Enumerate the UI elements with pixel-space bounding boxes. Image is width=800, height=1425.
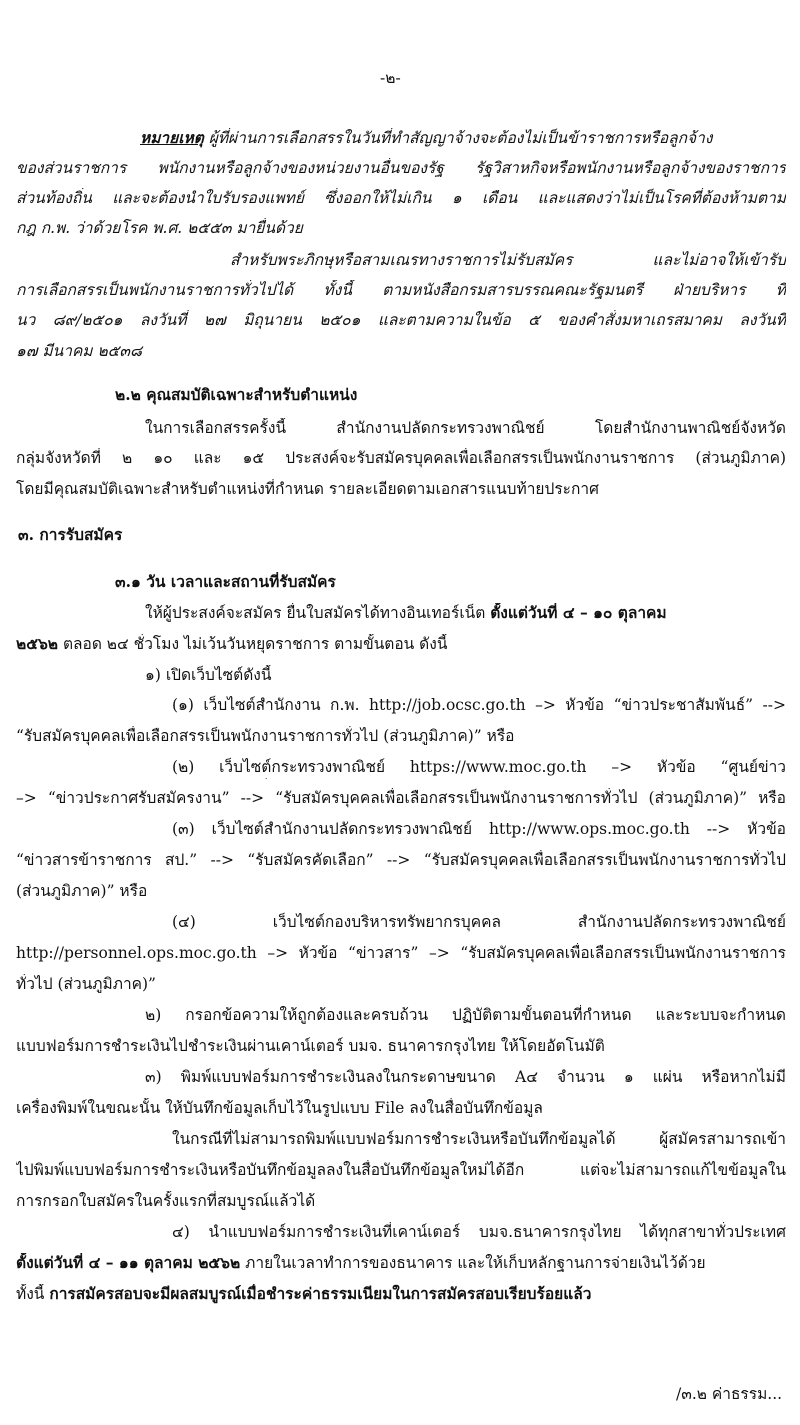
section-2-2-heading: ๒.๒ คุณสมบัติเฉพาะสำหรับตำแหน่ง	[115, 385, 358, 404]
website-3-line-1: (๓) เว็บไซต์สำนักงานปลัดกระทรวงพาณิชย์ http://www.ops.moc.go.th --> หัวข้อ	[172, 820, 786, 838]
step-3-line-3: ในกรณีที่ไม่สามารถพิมพ์แบบฟอร์มการชำระเงินหรือบันทึกข้อมูลได้ ผู้สมัครสามารถเข้า	[172, 1130, 786, 1148]
section-3-1-heading: ๓.๑ วัน เวลาและสถานที่รับสมัคร	[115, 572, 336, 591]
website-1-line-1: (๑) เว็บไซต์สำนักงาน ก.พ. http://job.ocsc.go.th –> หัวข้อ “ข่าวประชาสัมพันธ์” -->	[172, 696, 786, 714]
website-1-line-2: “รับสมัครบุคคลเพื่อเลือกสรรเป็นพนักงานราชการทั่วไป (ส่วนภูมิภาค)” หรือ	[16, 727, 515, 745]
section-2-2-line-2: กลุ่มจังหวัดที่ ๒ ๑๐ และ ๑๕ ประสงค์จะรับสมัครบุคคลเพื่อเลือกสรรเป็นพนักงานราชการ (ส่วนภูมิภาค)	[16, 449, 786, 467]
step-2-line-1: ๒) กรอกข้อความให้ถูกต้องและครบถ้วน ปฏิบัติตามขั้นตอนที่กำหนด และระบบจะกำหนด	[145, 1006, 786, 1024]
continuation-marker: /๓.๒ ค่าธรรม...	[676, 1385, 783, 1403]
note-line-4: กฎ ก.พ. ว่าด้วยโรค พ.ศ. ๒๕๕๓ มายื่นด้วย	[16, 219, 303, 237]
note-line-3: ส่วนท้องถิ่น และจะต้องนำใบรับรองแพทย์ ซึ่งออกให้ไม่เกิน ๑ เดือน และแสดงว่าไม่เป็นโรคที่ต้องห้ามตาม	[16, 189, 786, 207]
website-3-line-3: (ส่วนภูมิภาค)” หรือ	[16, 882, 148, 900]
website-4-line-2: http://personnel.ops.moc.go.th –> หัวข้อ “ข่าวสาร” –> “รับสมัครบุคคลเพื่อเลือกสรรเป็นพนักงานราชการ	[16, 944, 786, 962]
website-4-line-1: (๔) เว็บไซต์กองบริหารทรัพยากรบุคคล สำนักงานปลัดกระทรวงพาณิชย์	[172, 913, 786, 931]
note-line-5: สำหรับพระภิกษุหรือสามเณรทางราชการไม่รับสมัคร และไม่อาจให้เข้ารับ	[230, 251, 786, 269]
website-2-line-1: (๒) เว็บไซต์กระทรวงพาณิชย์ https://www.moc.go.th –> หัวข้อ “ศูนย์ข่าว	[172, 758, 786, 776]
step-3-line-5: การกรอกใบสมัครในครั้งแรกที่สมบูรณ์แล้วได้	[16, 1192, 316, 1210]
note-line-7: นว ๘๙/๒๕๐๑ ลงวันที่ ๒๗ มิถุนายน ๒๕๐๑ และตามความในข้อ ๕ ของคำสั่งมหาเถรสมาคม ลงวันที่	[16, 311, 786, 329]
section-2-2-line-3: โดยมีคุณสมบัติเฉพาะสำหรับตำแหน่งที่กำหนด รายละเอียดตามเอกสารแนบท้ายประกาศ	[16, 480, 599, 498]
website-2-line-2: –> “ข่าวประกาศรับสมัครงาน” --> “รับสมัครบุคคลเพื่อเลือกสรรเป็นพนักงานราชการทั่วไป (ส่วนภูมิภาค)” หรือ	[16, 789, 786, 807]
step-4-line-1: ๔) นำแบบฟอร์มการชำระเงินที่เคาน์เตอร์ บมจ.ธนาคารกรุงไทย ได้ทุกสาขาทั่วประเทศ	[172, 1223, 786, 1241]
note-line-8: ๑๗ มีนาคม ๒๕๓๘	[16, 342, 142, 360]
step-3-line-1: ๓) พิมพ์แบบฟอร์มการชำระเงินลงในกระดาษขนาด A๔ จำนวน ๑ แผ่น หรือหากไม่มี	[145, 1068, 786, 1086]
website-3-line-2: “ข่าวสารข้าราชการ สป.” --> “รับสมัครคัดเลือก” --> “รับสมัครบุคคลเพื่อเลือกสรรเป็นพนักงานราชการทั่วไป	[16, 851, 786, 869]
section-2-2-line-1: ในการเลือกสรรครั้งนี้ สำนักงานปลัดกระทรวงพาณิชย์ โดยสำนักงานพาณิชย์จังหวัด	[145, 419, 786, 437]
step-4-line-2: ตั้งแต่วันที่ ๔ – ๑๑ ตุลาคม ๒๕๖๒ ภายในเวลาทำการของธนาคาร และให้เก็บหลักฐานการจ่ายเงินไว้ด้วย	[16, 1253, 706, 1272]
note-line-6: การเลือกสรรเป็นพนักงานราชการทั่วไปได้ ทั้งนี้ ตามหนังสือกรมสารบรรณคณะรัฐมนตรี ฝ่ายบริหาร ที่	[16, 281, 786, 299]
section-3-1-line-2: ๒๕๖๒ ตลอด ๒๔ ชั่วโมง ไม่เว้นวันหยุดราชการ ตามขั้นตอน ดังนี้	[16, 634, 448, 653]
website-4-line-3: ทั่วไป (ส่วนภูมิภาค)”	[16, 975, 156, 993]
step-1: ๑) เปิดเว็บไซต์ดังนี้	[145, 666, 272, 684]
note-label: หมายเหตุ	[140, 128, 204, 147]
section-3-heading: ๓. การรับสมัคร	[18, 525, 123, 544]
note-line-2: ของส่วนราชการ พนักงานหรือลูกจ้างของหน่วยงานอื่นของรัฐ รัฐวิสาหกิจหรือพนักงานหรือลูกจ้างของราชการ	[16, 159, 786, 177]
step-2-line-2: แบบฟอร์มการชำระเงินไปชำระเงินผ่านเคาน์เตอร์ บมจ. ธนาคารกรุงไทย ให้โดยอัตโนมัติ	[16, 1037, 605, 1055]
note-line-1: หมายเหตุ ผู้ที่ผ่านการเลือกสรรในวันที่ทำสัญญาจ้างจะต้องไม่เป็นข้าราชการหรือลูกจ้าง	[140, 128, 713, 147]
step-3-line-4: ไปพิมพ์แบบฟอร์มการชำระเงินหรือบันทึกข้อมูลลงในสื่อบันทึกข้อมูลใหม่ได้อีก แต่จะไม่สามารถแก้ไขข้อมูลใน	[16, 1161, 786, 1179]
step-4-line-3: ทั้งนี้ การสมัครสอบจะมีผลสมบูรณ์เมื่อชำระค่าธรรมเนียมในการสมัครสอบเรียบร้อยแล้ว	[16, 1284, 592, 1303]
step-3-line-2: เครื่องพิมพ์ในขณะนั้น ให้บันทึกข้อมูลเก็บไว้ในรูปแบบ File ลงในสื่อบันทึกข้อมูล	[16, 1099, 543, 1117]
page-number: -๒-	[380, 69, 401, 87]
section-3-1-line-1: ให้ผู้ประสงค์จะสมัคร ยื่นใบสมัครได้ทางอินเทอร์เน็ต ตั้งแต่วันที่ ๔ – ๑๐ ตุลาคม	[145, 603, 667, 622]
